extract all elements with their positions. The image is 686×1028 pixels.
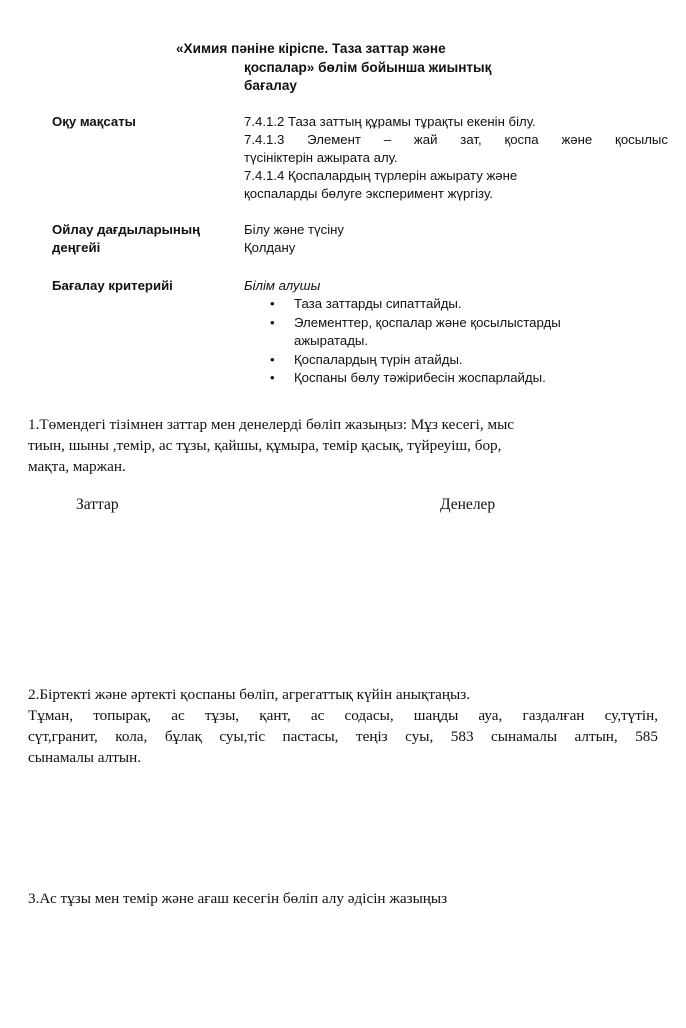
bullet-icon: • bbox=[270, 314, 275, 330]
criteria-item-text: Қоспаны бөлу тәжірибесін жоспарлайды. bbox=[294, 370, 546, 385]
criteria-block bbox=[244, 277, 668, 388]
task-3: 3.Ас тұзы мен темір және ағаш кесегін бөліп алу әдісін жазыңыз bbox=[28, 890, 448, 907]
objective-item: 7.4.1.3 Элемент – жай зат, қоспа және қосылыс bbox=[244, 132, 668, 147]
task-1-line: мақта, маржан. bbox=[28, 458, 126, 475]
criteria-item-text: Қоспалардың түрін атайды. bbox=[294, 351, 463, 367]
criteria-item bbox=[244, 314, 668, 351]
task-1 bbox=[28, 414, 658, 477]
thinking-level-values bbox=[244, 221, 668, 257]
task-2-line: 2.Біртекті және әртекті қоспаны бөліп, агрегаттық күйін анықтаңыз. bbox=[28, 686, 471, 703]
criteria-item bbox=[244, 295, 668, 314]
objective-item: қоспаларды бөлуге эксперимент жүргізу. bbox=[244, 186, 493, 201]
title-line-3: бағалау bbox=[244, 78, 297, 93]
thinking-level-value: Қолдану bbox=[244, 240, 296, 255]
task-2-line: сүт,гранит, кола, бұлақ суы,тіс пастасы, теңіз суы, 583 сынамалы алтын, 585 bbox=[28, 728, 658, 745]
bullet-icon: • bbox=[270, 296, 275, 311]
criteria-item-text: Таза заттарды сипаттайды. bbox=[294, 296, 462, 311]
criteria-item bbox=[244, 351, 668, 370]
title-line-2: қоспалар» бөлім бойынша жиынтық bbox=[244, 59, 492, 75]
objectives-label: Оқу мақсаты bbox=[52, 114, 136, 129]
objective-item: түсініктерін ажырата алу. bbox=[244, 150, 398, 165]
page-title bbox=[176, 40, 491, 96]
task-2-line: Тұман, топырақ, ас тұзы, қант, ас содасы, шаңды ауа, газдалған су,түтін, bbox=[28, 707, 658, 724]
title-line-1: «Химия пәніне кіріспе. Таза заттар және bbox=[176, 41, 446, 56]
criteria-item-text: Элементтер, қоспалар және қосылыстарды ажыратады. bbox=[294, 314, 561, 348]
task-1-line: тиын, шыны ,темір, ас тұзы, қайшы, құмыра, темір қасық, түйреуіш, бор, bbox=[28, 437, 502, 454]
bullet-icon: • bbox=[270, 370, 275, 385]
objectives-list bbox=[244, 113, 668, 203]
criteria-item bbox=[244, 369, 668, 388]
bullet-icon: • bbox=[270, 351, 275, 367]
thinking-level-value: Білу және түсіну bbox=[244, 222, 345, 237]
criteria-list bbox=[244, 295, 668, 388]
criteria-intro: Білім алушы bbox=[244, 278, 321, 293]
thinking-level-label-line-2: деңгейі bbox=[52, 239, 101, 255]
thinking-level-label bbox=[52, 221, 200, 256]
column-header-bodies: Денелер bbox=[440, 496, 496, 513]
column-header-substances: Заттар bbox=[76, 496, 119, 513]
criteria-label: Бағалау критерийі bbox=[52, 278, 173, 293]
objective-item: 7.4.1.2 Таза заттың құрамы тұрақты екенін білу. bbox=[244, 114, 536, 129]
task-2 bbox=[28, 684, 658, 768]
thinking-level-label-line-1: Ойлау дағдыларының bbox=[52, 222, 201, 237]
task-1-line: 1.Төмендегі тізімнен заттар мен денелерді бөліп жазыңыз: Мұз кесегі, мыс bbox=[28, 416, 515, 433]
task-2-line: сынамалы алтын. bbox=[28, 749, 141, 766]
objective-item: 7.4.1.4 Қоспалардың түрлерін ажырату және bbox=[244, 168, 518, 183]
